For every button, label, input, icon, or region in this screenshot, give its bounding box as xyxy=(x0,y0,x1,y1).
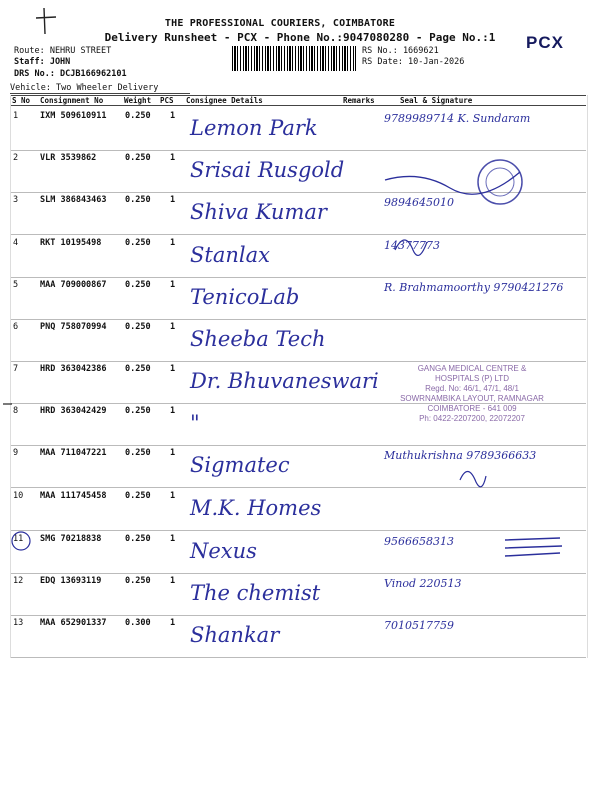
row-sno: 2 xyxy=(13,153,19,163)
row-consignee: Shankar xyxy=(190,623,280,647)
col-remarks: Remarks xyxy=(343,96,375,105)
row-sno: 1 xyxy=(13,111,19,121)
drs-label: DRS No.: DCJB166962101 xyxy=(14,69,127,79)
row-weight: 0.250 xyxy=(125,491,151,501)
row-consignment: SLM 386843463 xyxy=(40,195,107,205)
company-name: THE PROFESSIONAL COURIERS, COIMBATORE xyxy=(164,18,396,29)
row-weight: 0.250 xyxy=(125,448,151,458)
row-consignment: MAA 111745458 xyxy=(40,491,107,501)
row-sno: 13 xyxy=(13,618,24,628)
col-consignment: Consignment No xyxy=(40,96,104,105)
row-consignment: IXM 509610911 xyxy=(40,111,107,121)
row-consignee: Sheeba Tech xyxy=(190,327,326,351)
row-pcs: 1 xyxy=(170,322,176,332)
row-consignment: HRD 363042386 xyxy=(40,364,107,374)
rs-number: RS No.: 1669621 xyxy=(362,46,439,56)
stamp-line-1: GANGA MEDICAL CENTRE & xyxy=(417,364,527,373)
row-weight: 0.250 xyxy=(125,576,151,586)
row-pcs: 1 xyxy=(170,280,176,290)
row-seal-signature: 9566658313 xyxy=(384,535,454,548)
stamp-line-2: HOSPITALS (P) LTD xyxy=(435,374,509,383)
row-consignment: MAA 711047221 xyxy=(40,448,107,458)
row-seal-signature: 9789989714 K. Sundaram xyxy=(384,112,531,125)
row-weight: 0.250 xyxy=(125,238,151,248)
rs-date: RS Date: 10-Jan-2026 xyxy=(362,57,465,67)
row-pcs: 1 xyxy=(170,448,176,458)
row-seal-signature: 9894645010 xyxy=(384,196,454,209)
row-weight: 0.250 xyxy=(125,195,151,205)
row-seal-signature: Vinod 220513 xyxy=(384,577,462,590)
row-pcs: 1 xyxy=(170,534,176,544)
row-weight: 0.250 xyxy=(125,534,151,544)
row-pcs: 1 xyxy=(170,491,176,501)
row-consignee: Dr. Bhuvaneswari xyxy=(190,369,379,393)
row-consignee: Srisai Rusgold xyxy=(190,158,345,182)
row-consignment: EDQ 13693119 xyxy=(40,576,102,586)
row-consignment: MAA 652901337 xyxy=(40,618,107,628)
row-weight: 0.300 xyxy=(125,618,151,628)
row-weight: 0.250 xyxy=(125,280,151,290)
row-consignment: MAA 709000867 xyxy=(40,280,107,290)
row-sno: 8 xyxy=(13,406,19,416)
row-seal-signature: 14377773 xyxy=(384,239,440,252)
row-sno: 12 xyxy=(13,576,24,586)
row-seal-signature: Muthukrishna 9789366633 xyxy=(384,449,537,462)
stamp-line-6: Ph: 0422-2207200, 22072207 xyxy=(419,414,525,423)
row-consignee: " xyxy=(190,411,200,435)
row-consignment: SMG 70218838 xyxy=(40,534,102,544)
row-consignee: The chemist xyxy=(190,581,321,605)
row-weight: 0.250 xyxy=(125,322,151,332)
row-pcs: 1 xyxy=(170,618,176,628)
row-sno: 7 xyxy=(13,364,19,374)
row-weight: 0.250 xyxy=(125,364,151,374)
row-consignment: VLR 3539862 xyxy=(40,153,97,163)
row-weight: 0.250 xyxy=(125,153,151,163)
row-sno: 9 xyxy=(13,448,19,458)
vehicle-label: Vehicle: Two Wheeler Delivery xyxy=(10,83,190,94)
row-weight: 0.250 xyxy=(125,111,151,121)
row-pcs: 1 xyxy=(170,111,176,121)
row-sno: 10 xyxy=(13,491,24,501)
row-seal-signature: 7010517759 xyxy=(384,619,454,632)
barcode xyxy=(232,46,356,71)
row-sno: 11 xyxy=(13,534,24,544)
row-pcs: 1 xyxy=(170,406,176,416)
row-consignee: Stanlax xyxy=(190,243,270,267)
row-pcs: 1 xyxy=(170,195,176,205)
runsheet-subtitle: Delivery Runsheet - PCX - Phone No.:9047080280 - Page No.:1 xyxy=(104,31,496,44)
stamp-line-5: COIMBATORE - 641 009 xyxy=(427,404,517,413)
row-sno: 5 xyxy=(13,280,19,290)
row-consignment: RKT 10195498 xyxy=(40,238,102,248)
route-label: Route: NEHRU STREET xyxy=(14,46,112,56)
stamp-line-3: Regd. No: 46/1, 47/1, 48/1 xyxy=(425,384,519,393)
row-consignee: Sigmatec xyxy=(190,453,290,477)
row-consignment: PNQ 758070994 xyxy=(40,322,107,332)
row-pcs: 1 xyxy=(170,364,176,374)
stamp-line-4: SOWRNAMBIKA LAYOUT, RAMNAGAR xyxy=(400,394,544,403)
row-sno: 3 xyxy=(13,195,19,205)
row-pcs: 1 xyxy=(170,576,176,586)
col-weight: Weight xyxy=(124,96,152,105)
row-weight: 0.250 xyxy=(125,406,151,416)
staff-label: Staff: JOHN xyxy=(14,57,71,67)
row-seal-signature: R. Brahmamoorthy 9790421276 xyxy=(384,281,564,294)
pcx-logo: PCX xyxy=(526,33,564,52)
row-consignee: TenicoLab xyxy=(190,285,300,309)
row-sno: 6 xyxy=(13,322,19,332)
row-consignment: HRD 363042429 xyxy=(40,406,107,416)
row-pcs: 1 xyxy=(170,153,176,163)
col-sno: S No xyxy=(12,96,31,105)
row-consignee: Nexus xyxy=(190,539,257,563)
row-consignee: M.K. Homes xyxy=(190,496,322,520)
row-sno: 4 xyxy=(13,238,19,248)
row-pcs: 1 xyxy=(170,238,176,248)
col-seal: Seal & Signature xyxy=(400,96,473,105)
hospital-stamp xyxy=(382,364,562,444)
col-consignee: Consignee Details xyxy=(186,96,263,105)
row-consignee: Lemon Park xyxy=(190,116,318,140)
col-pcs: PCS xyxy=(160,96,174,105)
row-consignee: Shiva Kumar xyxy=(190,200,327,224)
